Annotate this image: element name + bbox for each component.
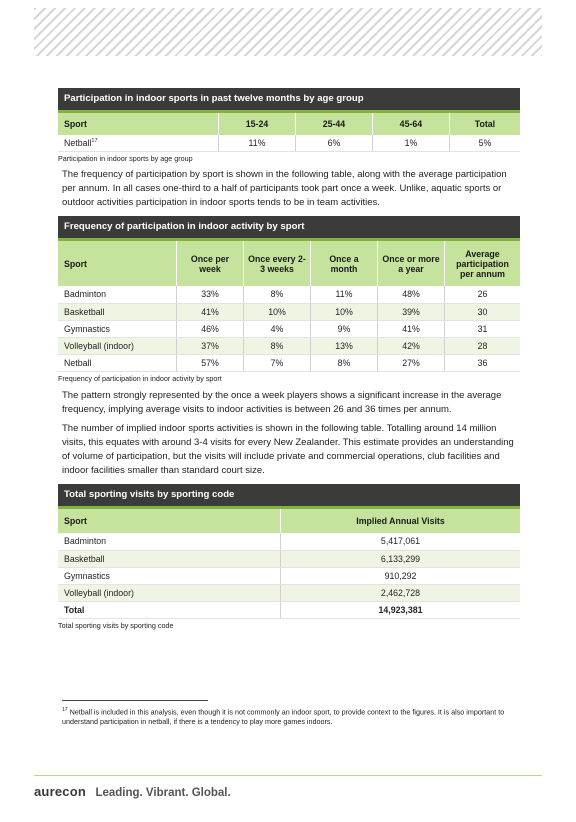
footnote-text: Netball is included in this analysis, even though it is not commonly an indoor sport, to provide context to the figures. It is also important to understand participation in netball, if there is a tendency to play more games indoors. xyxy=(62,707,505,727)
table-cell: 9% xyxy=(311,320,378,337)
table-cell: 6,133,299 xyxy=(281,550,521,567)
table-row xyxy=(58,567,520,584)
column-header: Once per week xyxy=(177,241,244,286)
header-hatch-decoration xyxy=(34,8,542,56)
table-cell: Gymnastics xyxy=(58,567,281,584)
table-sporting-visits xyxy=(58,484,520,630)
table-cell: 13% xyxy=(311,337,378,354)
table-cell: Volleyball (indoor) xyxy=(58,584,281,601)
table-row xyxy=(58,533,520,550)
table-row xyxy=(58,550,520,567)
table-cell: 11% xyxy=(219,135,296,151)
table-cell: Netball xyxy=(58,354,177,371)
table-cell: 27% xyxy=(378,354,445,371)
column-header: 45-64 xyxy=(372,113,449,135)
column-header: Implied Annual Visits xyxy=(281,509,521,533)
table-cell: Basketball xyxy=(58,550,281,567)
table-cell: 26 xyxy=(445,286,521,303)
column-header: Sport xyxy=(58,241,177,286)
table-cell: Gymnastics xyxy=(58,320,177,337)
table-row xyxy=(58,135,520,151)
table-row xyxy=(58,354,520,371)
table-caption: Total sporting visits by sporting code xyxy=(58,620,174,630)
table-cell: 14,923,381 xyxy=(281,601,521,618)
table-cell: 4% xyxy=(244,320,311,337)
table-cell: 42% xyxy=(378,337,445,354)
table-cell: 33% xyxy=(177,286,244,303)
paragraph: The frequency of participation by sport is shown in the following table, along with the average participation per annum. In all cases one-third to a half of participants took part once a week. Unlike, aquatic sports or outdoor activities participation in indoor sports tends to be in team activities. xyxy=(62,169,507,208)
column-header: Total xyxy=(449,113,520,135)
table-title: Frequency of participation in indoor activity by sport xyxy=(58,216,520,241)
table-cell: 8% xyxy=(311,354,378,371)
aurecon-logo: aurecon xyxy=(34,784,86,799)
table-cell: 41% xyxy=(177,303,244,320)
table-caption: Participation in indoor sports by age group xyxy=(58,153,193,163)
column-header: Sport xyxy=(58,113,219,135)
table-cell: 11% xyxy=(311,286,378,303)
paragraph: The number of implied indoor sports activities is shown in the following table. Totalling around 14 million visits, this equates with around 3-4 visits for every New Zealander. This estimate provides an understanding of volume of participation, but the visits will include private and commercial operations, club facilities and indoor facilities smaller than standard court size. xyxy=(62,423,514,476)
table-frequency xyxy=(58,216,520,383)
table-cell: 1% xyxy=(372,135,449,151)
table-cell xyxy=(58,135,219,151)
table-cell: 6% xyxy=(295,135,372,151)
table-row xyxy=(58,286,520,303)
footnote-number: 17 xyxy=(62,707,68,713)
paragraph: The pattern strongly represented by the once a week players shows a significant increase in the average frequency, implying average visits to indoor activities is between 26 and 36 times per annum. xyxy=(62,390,502,415)
table-cell: 31 xyxy=(445,320,521,337)
table-cell: 57% xyxy=(177,354,244,371)
table-cell: 2,462,728 xyxy=(281,584,521,601)
table-cell: 28 xyxy=(445,337,521,354)
table-row xyxy=(58,584,520,601)
table-cell: 8% xyxy=(244,337,311,354)
footnote-divider xyxy=(62,700,208,701)
column-header: 25-44 xyxy=(295,113,372,135)
table-cell: 48% xyxy=(378,286,445,303)
table-cell: Volleyball (indoor) xyxy=(58,337,177,354)
footnote-ref: 17 xyxy=(91,137,98,144)
table-cell: Badminton xyxy=(58,533,281,550)
table-cell: 30 xyxy=(445,303,521,320)
table-cell: 37% xyxy=(177,337,244,354)
table-cell: 8% xyxy=(244,286,311,303)
footer-brand xyxy=(34,784,231,800)
column-header: Sport xyxy=(58,509,281,533)
table-title: Participation in indoor sports in past twelve months by age group xyxy=(58,88,520,113)
column-header: Average participation per annum xyxy=(445,241,521,286)
footer-divider xyxy=(34,775,542,776)
table-total-row xyxy=(58,601,520,618)
table-age-group xyxy=(58,88,520,163)
column-header: Once or more a year xyxy=(378,241,445,286)
footer-tagline: Leading. Vibrant. Global. xyxy=(95,787,231,799)
column-header: 15-24 xyxy=(219,113,296,135)
column-header: Once every 2-3 weeks xyxy=(244,241,311,286)
table-row xyxy=(58,303,520,320)
table-title: Total sporting visits by sporting code xyxy=(58,484,520,509)
table-cell: 7% xyxy=(244,354,311,371)
table-cell: Basketball xyxy=(58,303,177,320)
table-cell: 46% xyxy=(177,320,244,337)
table-caption: Frequency of participation in indoor activity by sport xyxy=(58,373,222,383)
table-cell: Badminton xyxy=(58,286,177,303)
column-header: Once a month xyxy=(311,241,378,286)
table-cell: 10% xyxy=(311,303,378,320)
table-row xyxy=(58,337,520,354)
table-cell: 5,417,061 xyxy=(281,533,521,550)
table-cell: 10% xyxy=(244,303,311,320)
sport-name: Netball xyxy=(64,137,92,148)
table-row xyxy=(58,320,520,337)
table-cell: 36 xyxy=(445,354,521,371)
table-cell: 41% xyxy=(378,320,445,337)
footnote xyxy=(62,705,520,727)
table-cell: 5% xyxy=(449,135,520,151)
table-cell: 39% xyxy=(378,303,445,320)
table-cell: 910,292 xyxy=(281,567,521,584)
table-cell: Total xyxy=(58,601,281,618)
